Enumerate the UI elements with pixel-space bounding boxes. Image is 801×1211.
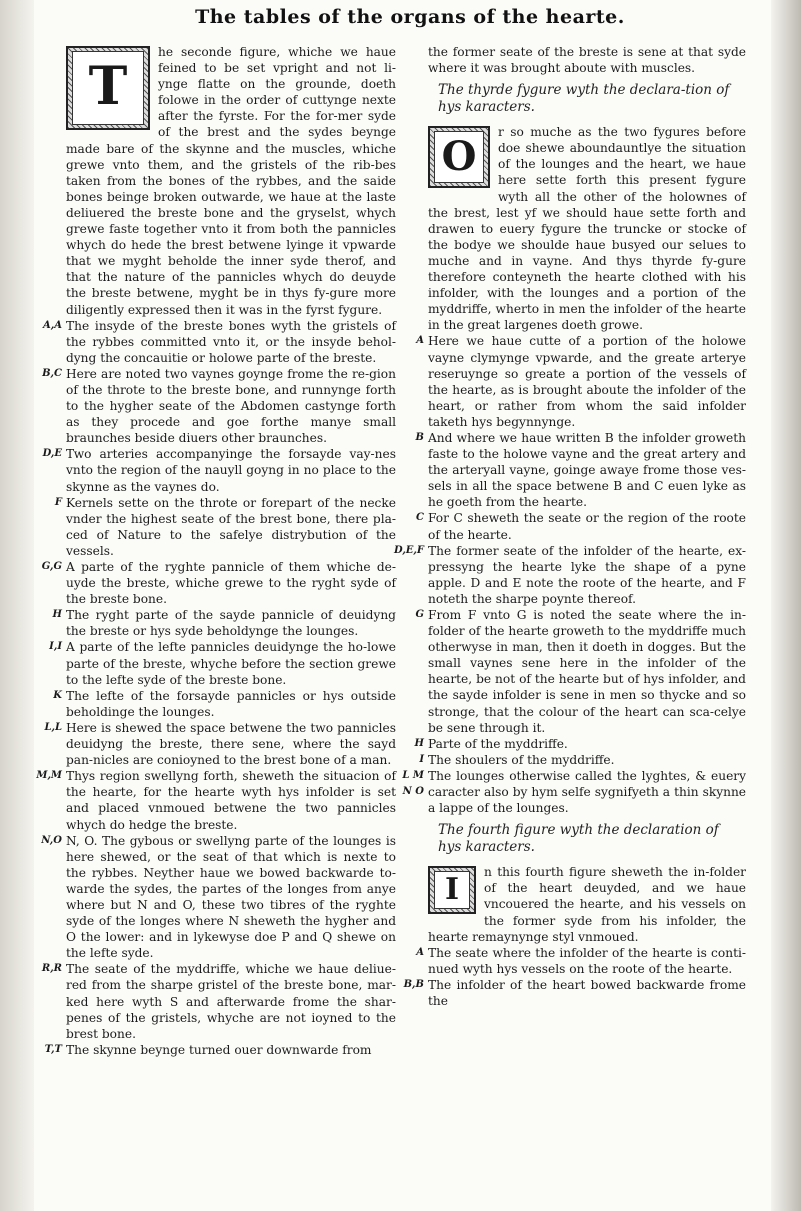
paragraph-text: The shoulers of the myddriffe.	[428, 752, 615, 767]
paragraph-text: From F vnto G is noted the seate where the in-folder of the hearte groweth to the myddriffe much otherwyse in man, then it doeth in dogges. But the small vaynes sene here in the infolder of the hearte, be not of the hearte but of hys infolder, and the sayde infolder is sene in men so thycke and so stronge, that the colour of the heart can sca-celye be sene through it.	[428, 608, 746, 735]
paragraph-text: A parte of the lefte pannicles deuidynge the ho-lowe parte of the breste, whyche before the section grewe to the lefte syde of the breste bone.	[66, 640, 396, 687]
paragraph-text: Here we haue cutte of a portion of the holowe vayne clymynge vpwarde, and the greate arterye reseruynge so greate a portion of the vessels of the hearte, as is brought aboute the infolder of the heart, or rather from whom the said infolder taketh hys begynnynge.	[428, 334, 746, 429]
paragraph-text: Parte of the myddriffe.	[428, 736, 568, 751]
margin-marker: A,A	[43, 319, 62, 331]
paragraph-text: The lounges otherwise called the lyghtes, & euery caracter also by hym selfe sygnifyeth a thin skynne a lappe of the lounges.	[428, 768, 746, 816]
margin-marker: H	[414, 737, 424, 749]
margin-marker: I,I	[49, 641, 62, 653]
margin-marker: L M N O	[402, 769, 424, 798]
paragraph-text: he seconde figure, whiche we haue feined to be set vpright and not li-ynge flatte on the grounde, doeth folowe in the order of cuttynge nexte after the fyrste. For the for-mer syde of the brest and the sydes beynge made bare of the skynne and the muscles, whiche grewe vnto them, and the gristels of the rib-bes taken from the bones of the rybbes, and the saide bones beinge broken outwarde, we haue at the laste deliuered the breste bone and the gryselst, whych grewe faste together vnto it from both the pannicles whych do hede the brest betwene lyinge it vpwarde that we myght beholde the inner syde therof, and that the nature of the pannicles whych do deuyde the breste betwene, myght be in thys fy-gure more diligently expressed then it was in the fyrst fygure.	[66, 45, 396, 317]
paragraph	[44, 720, 396, 768]
paragraph	[419, 752, 746, 768]
paragraph	[41, 559, 396, 607]
paragraph	[42, 366, 396, 446]
paragraph-text: The infolder of the heart bowed backwarde frome the	[428, 977, 746, 1008]
paragraph-text: n this fourth figure sheweth the in-folder of the heart deuyded, and we haue vncouered the hearte, and his vessels on the former syde from his infolder, the hearte remaynynge styl vnmoued.	[428, 865, 746, 944]
paragraph-text: Here is shewed the space betwene the two pannicles deuidyng the breste, there sene, where the sayd pan-nicles are conioyned to the brest bone of a man.	[66, 720, 396, 768]
paragraph	[49, 639, 396, 687]
margin-marker: B,C	[42, 367, 62, 379]
left-column	[36, 44, 396, 1058]
paragraph	[403, 977, 746, 1009]
margin-marker: I	[419, 753, 424, 765]
paragraph	[416, 333, 746, 430]
paragraph	[414, 736, 746, 752]
paragraph-text: A parte of the ryghte pannicle of them whiche de-uyde the breste, whiche grewe to the ryght syde of the breste bone.	[66, 560, 396, 607]
margin-marker: M,M	[36, 770, 62, 782]
paragraph	[41, 833, 396, 962]
paragraph	[416, 510, 746, 542]
section3-intro-paragraph	[428, 124, 746, 333]
decorated-initial	[428, 126, 490, 188]
paragraph-text: The skynne beynge turned ouer downwarde from	[66, 1042, 372, 1057]
margin-marker: N,O	[41, 834, 62, 846]
paragraph	[394, 543, 746, 607]
paragraph	[402, 768, 746, 816]
paragraph-text: Thys region swellyng forth, sheweth the situacion of the hearte, for the hearte wyth hys infolder is set and placed vnmoued betwene the two pannicles whych do hedge the breste.	[66, 769, 396, 832]
paragraph-text: For C sheweth the seate or the region of the roote of the hearte.	[428, 511, 746, 542]
paragraph	[54, 495, 396, 559]
section4-intro-paragraph	[428, 864, 746, 944]
paragraph-text: Two arteries accompanyinge the forsayde vay-nes vnto the region of the nauyll goyng in no place to the skynne as the vaynes do.	[66, 447, 396, 494]
margin-marker: F	[54, 496, 62, 508]
running-head: The tables of the organs of the hearte.	[195, 6, 625, 28]
paragraph	[41, 961, 396, 1041]
initial-letter: I	[434, 871, 470, 909]
margin-marker: D,E,F	[394, 544, 424, 556]
paragraph-text: The insyde of the breste bones wyth the gristels of the rybbes committed vnto it, or the insyde behol-dyng the concauitie or holowe parte of the breste.	[66, 318, 396, 365]
paragraph-text: The lefte of the forsayde pannicles or hys outside beholdinge the lounges.	[66, 688, 396, 719]
paragraph-text: And where we haue written B the infolder groweth faste to the holowe vayne and the great artery and the arteryall vayne, goinge awaye frome those ves-sels in all the space betwene B and C euen lyke as he goeth from the hearte.	[428, 430, 746, 510]
paragraph	[52, 607, 396, 639]
margin-marker: B,B	[403, 978, 424, 990]
paragraph	[415, 430, 746, 510]
paragraph-text: Here are noted two vaynes goynge frome the re-gion of the throte to the breste bone, and runnynge forth to the hygher seate of the Abdomen castynge forth as they procede and goe forthe manye small braunches beside diuers other braunches.	[66, 366, 396, 446]
paragraph-text: The seate where the infolder of the hearte is conti-nued wyth hys vessels on the roote of the hearte.	[428, 945, 746, 976]
margin-marker: G	[415, 609, 424, 620]
paragraph	[416, 945, 746, 977]
paragraph-text: Kernels sette on the throte or forepart of the necke vnder the highest seate of the brest bone, there pla-ced of Nature to the safelye distrybution of the vessels.	[66, 495, 396, 558]
initial-letter: T	[72, 51, 144, 125]
paragraph	[42, 446, 396, 494]
margin-marker: G,G	[41, 561, 62, 572]
section-title-third-figure: The thyrde fygure wyth the declara-tion of hys karacters.	[438, 82, 730, 116]
margin-marker: H	[52, 609, 62, 621]
paragraph	[36, 768, 396, 832]
paragraph-text: The seate of the myddriffe, whiche we haue deliue-red from the sharpe gristel of the breste bone, mar-ked here wyth S and afterwarde frome the shar-penes of the gristels, whyche are not ioyned to the brest bone.	[66, 962, 396, 1041]
paragraph	[44, 1042, 396, 1058]
decorated-initial	[428, 866, 476, 914]
paragraph	[415, 607, 746, 736]
margin-marker: C	[416, 512, 424, 524]
left-intro-paragraph	[66, 44, 396, 318]
initial-letter: O	[434, 131, 484, 183]
paragraph	[43, 318, 396, 366]
margin-marker: D,E	[42, 448, 62, 460]
margin-marker: L,L	[44, 721, 62, 733]
margin-marker: R,R	[41, 963, 62, 975]
margin-marker: A	[416, 335, 424, 347]
paragraph-text: The ryght parte of the sayde pannicle of deuidyng the breste or hys syde beholdynge the lounges.	[66, 608, 396, 639]
paragraph	[53, 688, 396, 720]
paragraph-text: N, O. The gybous or swellyng parte of the lounges is here shewed, or the seat of that which is nexte to the rybbes. Neyther haue we bowed backwarde to-warde the sydes, the partes of the longes from anye where but N and O, these two tibres of the ryghte syde of the longes where N sheweth the hygher and O the lower: and in lykewyse doe P and Q shewe on the lefte syde.	[66, 833, 396, 961]
paragraph-text: The former seate of the infolder of the hearte, ex-pressyng the hearte lyke the shape of a pyne apple. D and E note the roote of the hearte, and F noteth the sharpe poynte thereof.	[428, 543, 746, 606]
margin-marker: A	[416, 946, 424, 958]
decorated-initial	[66, 46, 150, 130]
margin-marker: B	[415, 431, 424, 443]
margin-marker: K	[53, 689, 62, 701]
section-title-fourth-figure: The fourth figure wyth the declaration of hys karacters.	[438, 822, 719, 856]
right-column	[394, 44, 746, 1009]
margin-marker: T,T	[44, 1043, 62, 1055]
continued-paragraph: the former seate of the breste is sene at that syde where it was brought aboute with muscles.	[428, 45, 746, 76]
paragraph-text: r so muche as the two fygures before doe shewe aboundauntlye the situation of the lounges and the heart, we haue here sette forth this present fygure wyth all the other of the holownes of the brest, lest yf we should haue sette forth and drawen to euery fygure the truncke or stocke of the bodye we shoulde haue busyed our selues to muche and in vayne. And thys thyrde fy-gure therefore conteyneth the hearte clothed with his infolder, with the lounges and a portion of the myddriffe, wherto in men the infolder of the hearte in the great largenes doeth growe.	[428, 125, 746, 333]
